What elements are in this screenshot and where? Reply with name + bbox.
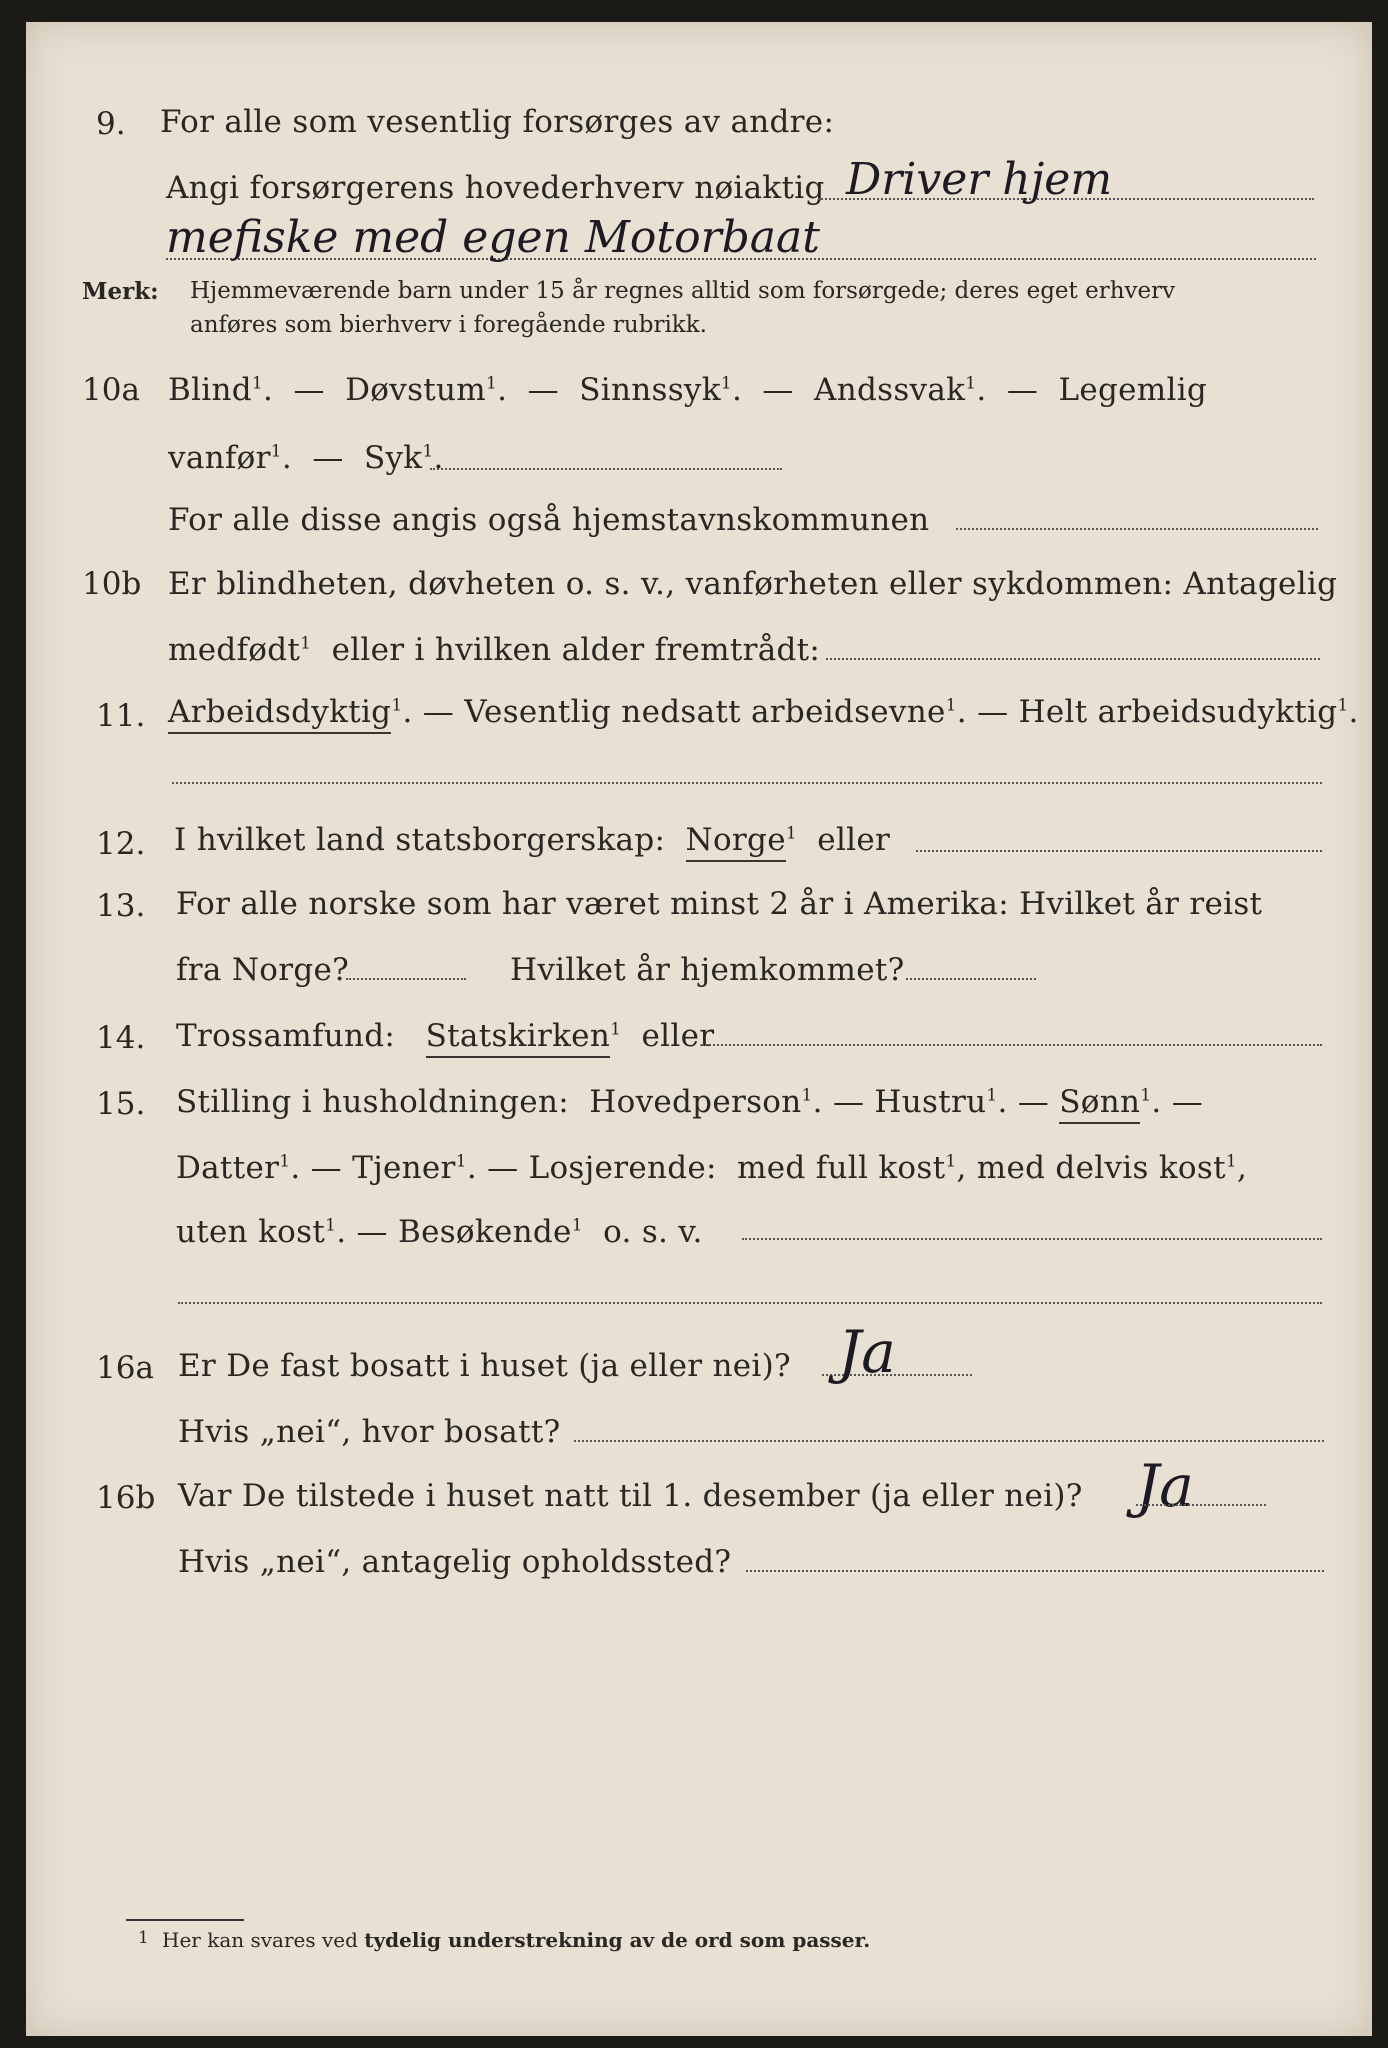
option-tjener[interactable]: Tjener bbox=[352, 1150, 456, 1186]
option-medfodt[interactable]: medfødt bbox=[168, 632, 301, 668]
question-10a-fill-2[interactable] bbox=[956, 528, 1318, 530]
question-16b-line2: Hvis „nei“, antagelig opholdssted? bbox=[178, 1544, 732, 1580]
option-syk[interactable]: Syk bbox=[363, 440, 423, 476]
option-vesentlig-nedsatt[interactable]: Vesentlig nedsatt arbeidsevne bbox=[464, 694, 946, 730]
question-11-line: Arbeidsdyktig$^1$. — Vesentlig nedsatt arbeidsevne$^1$. — Helt arbeidsudyktig$^1$. bbox=[168, 694, 1359, 730]
question-16b-handwritten-answer: Ja bbox=[1136, 1452, 1194, 1520]
question-16a-line2: Hvis „nei“, hvor bosatt? bbox=[178, 1414, 561, 1450]
question-10b-line2: medfødt$^1$ eller i hvilken alder fremtrådt: bbox=[168, 632, 821, 668]
merk-label: Merk: bbox=[82, 278, 159, 305]
question-13-fill-2[interactable] bbox=[906, 978, 1036, 980]
question-9-line2: Angi forsørgerens hovederhverv nøiaktig bbox=[166, 170, 825, 206]
question-9-line1: For alle som vesentlig forsørges av andre: bbox=[160, 104, 835, 140]
option-sinnssyk[interactable]: Sinnssyk bbox=[579, 372, 721, 408]
census-form-page bbox=[26, 22, 1372, 2036]
footnote-text: Her kan svares ved tydelig understrekning av de ord som passer. bbox=[162, 1928, 871, 1952]
question-13-number: 13. bbox=[96, 888, 146, 924]
question-9-handwritten-answer-2: mefiske med egen Motorbaat bbox=[166, 212, 820, 263]
question-10a-line1: Blind$^1$. — Døvstum$^1$. — Sinnssyk$^1$. — Andssvak$^1$. — Legemlig bbox=[168, 372, 1208, 408]
option-dovstum[interactable]: Døvstum bbox=[345, 372, 486, 408]
question-14-fill[interactable] bbox=[702, 1044, 1322, 1046]
question-11-fill[interactable] bbox=[172, 782, 1322, 784]
option-delvis-kost[interactable]: med delvis kost bbox=[976, 1150, 1226, 1186]
question-10a-line2: vanfør$^1$. — Syk$^1$. bbox=[168, 440, 444, 476]
question-10b-fill[interactable] bbox=[826, 658, 1320, 660]
option-full-kost[interactable]: med full kost bbox=[737, 1150, 946, 1186]
question-15-fill-1[interactable] bbox=[742, 1238, 1322, 1240]
option-vanfor[interactable]: vanfør bbox=[168, 440, 271, 476]
question-13-fill-1[interactable] bbox=[346, 978, 466, 980]
question-10b-line1: Er blindheten, døvheten o. s. v., vanførheten eller sykdommen: Antagelig bbox=[168, 566, 1338, 602]
question-9-number: 9. bbox=[96, 106, 126, 142]
question-15-number: 15. bbox=[96, 1086, 146, 1122]
question-14-number: 14. bbox=[96, 1020, 146, 1056]
footnote-mark: 1 bbox=[138, 1928, 149, 1948]
option-datter[interactable]: Datter bbox=[176, 1150, 280, 1186]
option-statskirken[interactable]: Statskirken bbox=[426, 1018, 610, 1058]
option-helt-arbeidsudyktig[interactable]: Helt arbeidsudyktig bbox=[1018, 694, 1338, 730]
question-10a-number: 10a bbox=[82, 372, 140, 408]
option-andssvak[interactable]: Andssvak bbox=[814, 372, 966, 408]
footnote-rule bbox=[126, 1919, 244, 1921]
question-14-line: Trossamfund: Statskirken$^1$ eller bbox=[176, 1018, 714, 1054]
question-16b-fill-2[interactable] bbox=[746, 1570, 1324, 1572]
question-12-line: I hvilket land statsborgerskap: Norge$^1$ eller bbox=[174, 822, 890, 858]
question-13-line2b: Hvilket år hjemkommet? bbox=[510, 952, 905, 988]
question-12-fill[interactable] bbox=[916, 850, 1322, 852]
merk-line1: Hjemmeværende barn under 15 år regnes alltid som forsørgede; deres eget erhverv bbox=[190, 278, 1176, 304]
question-16a-line1: Er De fast bosatt i huset (ja eller nei)? bbox=[178, 1348, 791, 1384]
option-uten-kost[interactable]: uten kost bbox=[176, 1214, 326, 1250]
question-16b-line1: Var De tilstede i huset natt til 1. desember (ja eller nei)? bbox=[178, 1478, 1083, 1514]
question-15-line3: uten kost$^1$. — Besøkende$^1$ o. s. v. bbox=[176, 1214, 703, 1250]
option-sonn[interactable]: Sønn bbox=[1059, 1084, 1140, 1124]
option-hustru[interactable]: Hustru bbox=[874, 1084, 987, 1120]
question-9-handwritten-answer-1: Driver hjem bbox=[846, 154, 1113, 205]
question-15-line2: Datter$^1$. — Tjener$^1$. — Losjerende: med full kost$^1$, med delvis kost$^1$, bbox=[176, 1150, 1248, 1186]
option-hovedperson[interactable]: Hovedperson bbox=[589, 1084, 802, 1120]
question-15-fill-2[interactable] bbox=[178, 1302, 1322, 1304]
question-10b-number: 10b bbox=[82, 566, 142, 602]
question-16b-number: 16b bbox=[96, 1480, 156, 1516]
option-arbeidsdyktig[interactable]: Arbeidsdyktig bbox=[168, 694, 391, 734]
option-legemlig: Legemlig bbox=[1058, 372, 1208, 408]
question-16a-fill-2[interactable] bbox=[574, 1440, 1324, 1442]
question-11-number: 11. bbox=[96, 698, 146, 734]
question-15-line1: Stilling i husholdningen: Hovedperson$^1$. — Hustru$^1$. — Sønn$^1$. — bbox=[176, 1084, 1203, 1120]
question-13-line2a: fra Norge? bbox=[176, 952, 350, 988]
question-10a-line3: For alle disse angis også hjemstavnskommunen bbox=[168, 502, 930, 538]
option-blind[interactable]: Blind bbox=[168, 372, 252, 408]
option-norge[interactable]: Norge bbox=[686, 822, 786, 862]
merk-line2: anføres som bierhverv i foregående rubrikk. bbox=[190, 312, 707, 338]
question-12-number: 12. bbox=[96, 826, 146, 862]
question-13-line1: For alle norske som har været minst 2 år i Amerika: Hvilket år reist bbox=[176, 886, 1263, 922]
question-16a-handwritten-answer: Ja bbox=[838, 1318, 896, 1386]
option-besokende[interactable]: Besøkende bbox=[398, 1214, 572, 1250]
question-10a-fill-1[interactable] bbox=[430, 468, 782, 470]
question-16b-fill-1[interactable] bbox=[1136, 1504, 1266, 1506]
question-16a-number: 16a bbox=[96, 1350, 154, 1386]
